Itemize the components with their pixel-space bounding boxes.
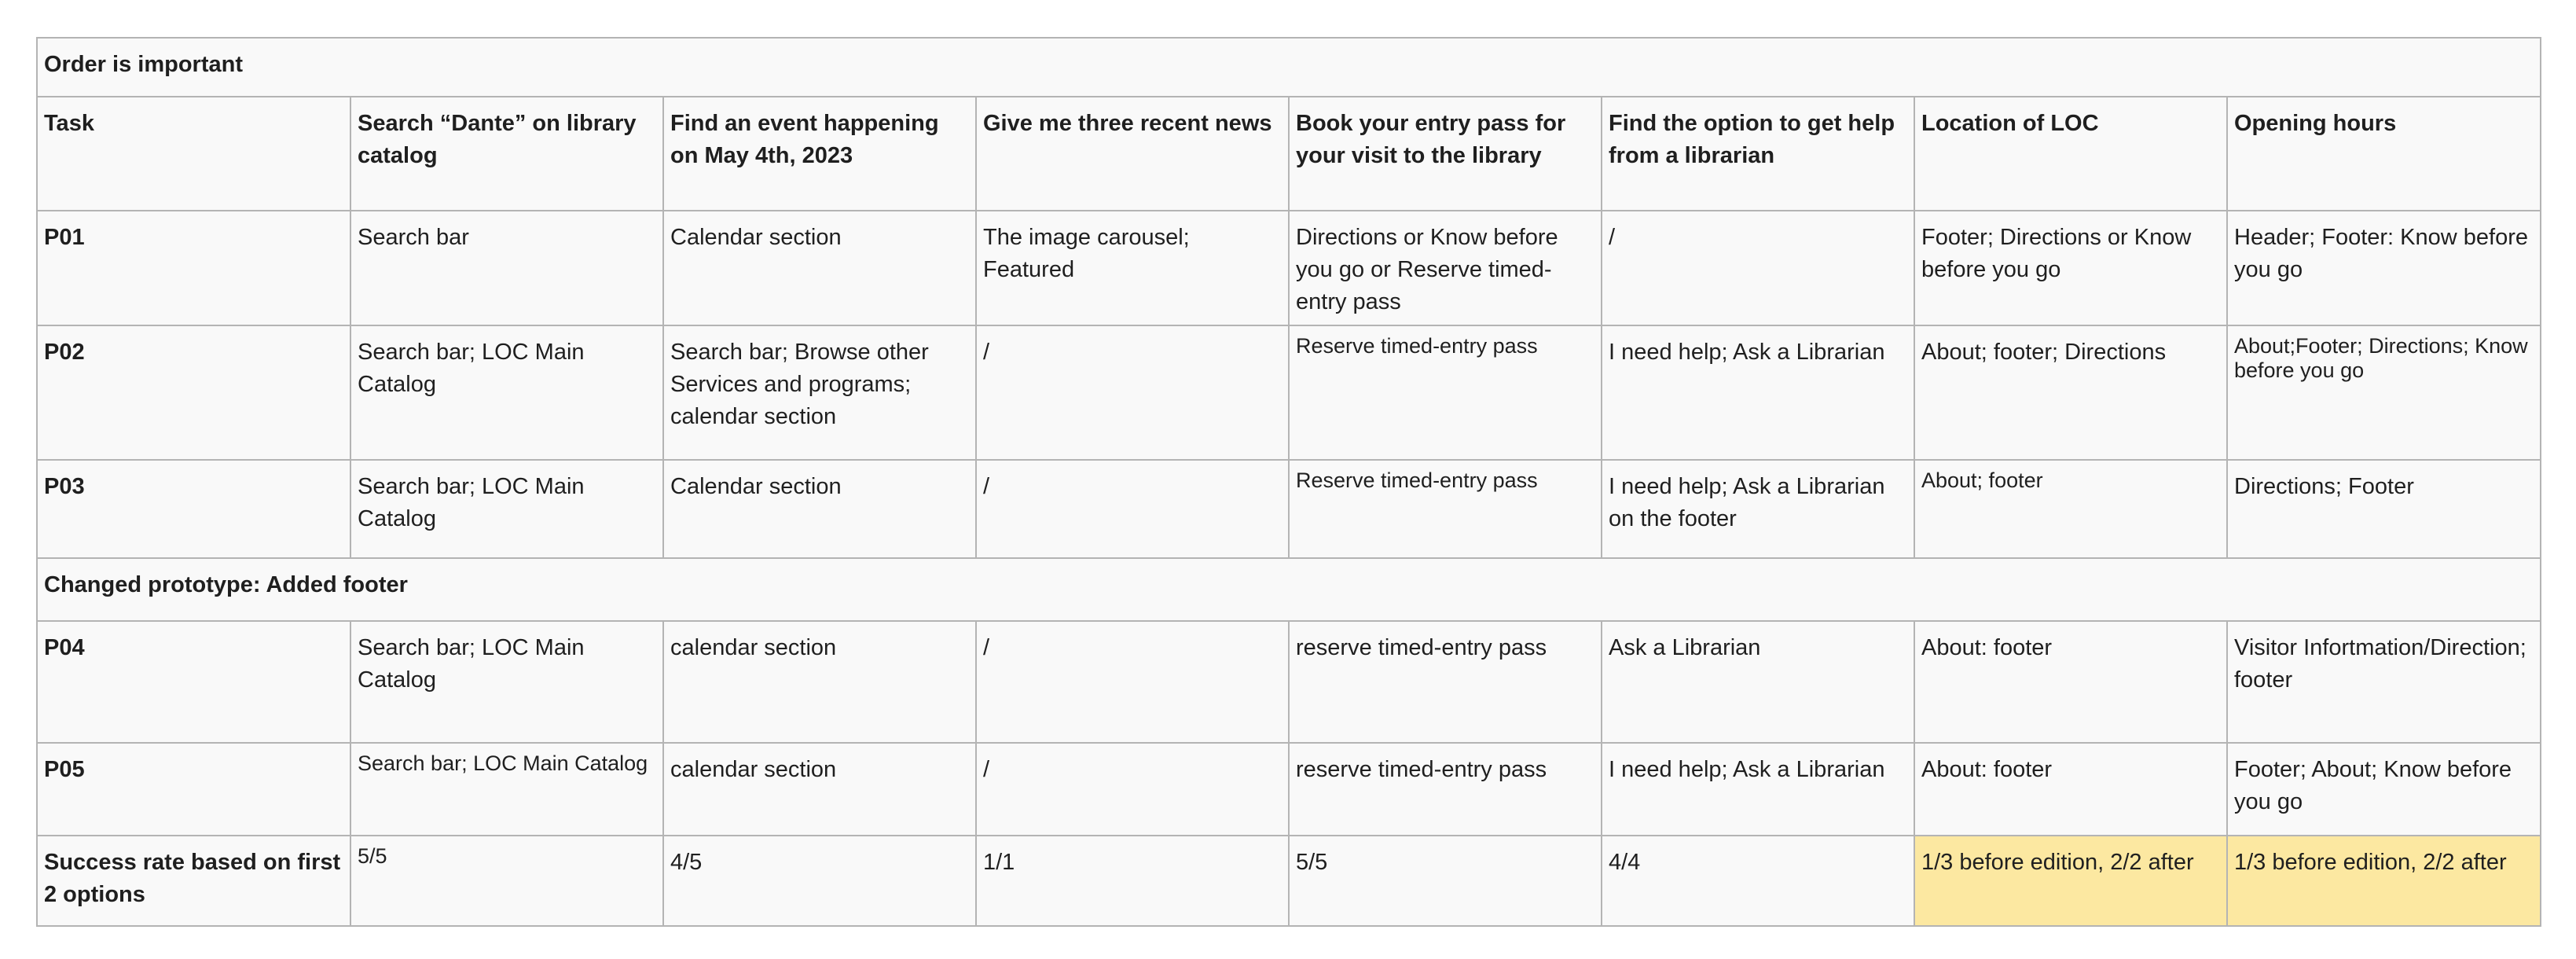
table-cell: reserve timed-entry pass: [1289, 621, 1602, 743]
table-cell: Search bar; LOC Main Catalog: [350, 621, 663, 743]
header-opening-hours: Opening hours: [2227, 97, 2541, 211]
table-cell: Search bar; LOC Main Catalog: [350, 325, 663, 460]
table-cell: Calendar section: [663, 460, 976, 558]
success-rate-cell: 5/5: [350, 836, 663, 926]
table-row-p05: [37, 743, 2541, 836]
table-cell: The image carousel; Featured: [976, 211, 1289, 325]
table-cell: reserve timed-entry pass: [1289, 743, 1602, 836]
table-title: Order is important: [37, 38, 2541, 97]
table-cell: I need help; Ask a Librarian: [1602, 325, 1914, 460]
participant-label: P01: [37, 211, 350, 325]
table-cell: About: footer: [1914, 621, 2227, 743]
table-cell: About; footer: [1914, 460, 2227, 558]
table-cell: Footer; Directions or Know before you go: [1914, 211, 2227, 325]
table-cell: Calendar section: [663, 211, 976, 325]
table-cell: Reserve timed-entry pass: [1289, 460, 1602, 558]
table-cell: Search bar: [350, 211, 663, 325]
success-rate-cell: 1/1: [976, 836, 1289, 926]
participant-label: P04: [37, 621, 350, 743]
success-rate-cell-highlighted: 1/3 before edition, 2/2 after: [1914, 836, 2227, 926]
table-row-p04: [37, 621, 2541, 743]
usability-results-table: [36, 37, 2541, 927]
table-cell: I need help; Ask a Librarian: [1602, 743, 1914, 836]
table-row-p01: [37, 211, 2541, 325]
success-rate-cell-highlighted: 1/3 before edition, 2/2 after: [2227, 836, 2541, 926]
header-librarian-help: Find the option to get help from a librarian: [1602, 97, 1914, 211]
table-cell: /: [976, 460, 1289, 558]
table-title-row: [37, 38, 2541, 97]
table-cell: Search bar; Browse other Services and programs; calendar section: [663, 325, 976, 460]
table-cell: /: [1602, 211, 1914, 325]
header-task: Task: [37, 97, 350, 211]
table-cell: /: [976, 621, 1289, 743]
table-cell: About;Footer; Directions; Know before you go: [2227, 325, 2541, 460]
table-cell: Reserve timed-entry pass: [1289, 325, 1602, 460]
table-cell: About; footer; Directions: [1914, 325, 2227, 460]
section-divider-row: [37, 558, 2541, 621]
table-cell: Search bar; LOC Main Catalog: [350, 460, 663, 558]
table-cell: Directions or Know before you go or Reserve timed-entry pass: [1289, 211, 1602, 325]
table-cell: About: footer: [1914, 743, 2227, 836]
table-cell: Directions; Footer: [2227, 460, 2541, 558]
participant-label: P02: [37, 325, 350, 460]
table-cell: I need help; Ask a Librarian on the footer: [1602, 460, 1914, 558]
header-search-dante: Search “Dante” on library catalog: [350, 97, 663, 211]
header-location: Location of LOC: [1914, 97, 2227, 211]
table-cell: Ask a Librarian: [1602, 621, 1914, 743]
success-rate-cell: 4/4: [1602, 836, 1914, 926]
success-rate-cell: 5/5: [1289, 836, 1602, 926]
table-cell: calendar section: [663, 621, 976, 743]
header-recent-news: Give me three recent news: [976, 97, 1289, 211]
table-row-p02: [37, 325, 2541, 460]
table-cell: Header; Footer: Know before you go: [2227, 211, 2541, 325]
table-row-p03: [37, 460, 2541, 558]
header-find-event: Find an event happening on May 4th, 2023: [663, 97, 976, 211]
success-rate-row: [37, 836, 2541, 926]
header-book-entry-pass: Book your entry pass for your visit to the library: [1289, 97, 1602, 211]
participant-label: P03: [37, 460, 350, 558]
section-label: Changed prototype: Added footer: [37, 558, 2541, 621]
success-rate-cell: 4/5: [663, 836, 976, 926]
table-cell: /: [976, 325, 1289, 460]
table-cell: Footer; About; Know before you go: [2227, 743, 2541, 836]
table-cell: Visitor Infortmation/Direction; footer: [2227, 621, 2541, 743]
table-cell: Search bar; LOC Main Catalog: [350, 743, 663, 836]
table-cell: calendar section: [663, 743, 976, 836]
success-rate-label: Success rate based on first 2 options: [37, 836, 350, 926]
participant-label: P05: [37, 743, 350, 836]
table-cell: /: [976, 743, 1289, 836]
header-row: [37, 97, 2541, 211]
